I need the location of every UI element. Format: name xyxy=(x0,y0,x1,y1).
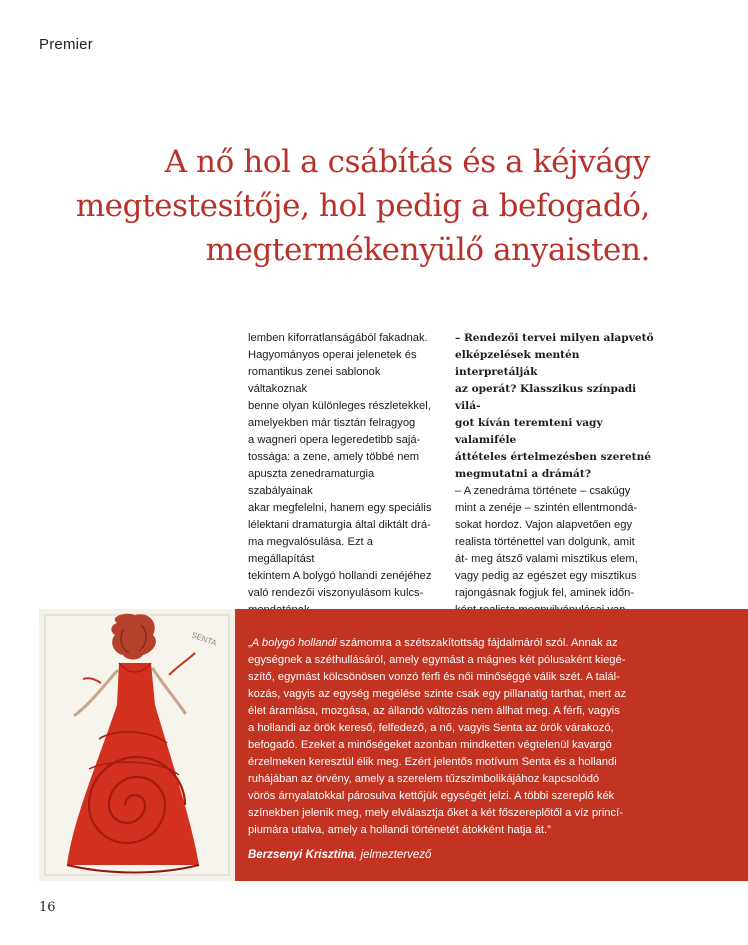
quote-line: kozás, vagyis az egység megélése szinte csak egy pillanatig tarthat, mert az xyxy=(248,688,627,700)
interview-question-line: áttételes értelmezésben szeretné xyxy=(455,451,652,463)
open-quote-mark: „ xyxy=(248,637,252,649)
quote-first-line: számomra a szétszakítottság fájdalmáról szól. Annak az xyxy=(336,637,618,649)
interview-question-line: – Rendezői tervei milyen alapvető xyxy=(455,332,654,344)
text-line: lélektani dramaturgia által diktált drá- xyxy=(248,519,431,531)
quote-line: szítő, egymást kölcsönösen vonzó férfi és női minőséggé válik szét. A talál- xyxy=(248,671,620,683)
pull-quote-line: megtermékenyülő anyaisten. xyxy=(205,232,650,268)
red-dress-icon xyxy=(39,609,235,881)
pull-quote-line: A nő hol a csábítás és a kéjvágy xyxy=(164,144,650,180)
answer-line: rajongásnak fogjuk fel, aminek időn- xyxy=(455,587,635,599)
text-line: romantikus zenei sablonok váltakoznak xyxy=(248,366,381,395)
quote-line: befogadó. Ezeket a minőségeket azonban mindketten végtelenül kavargó xyxy=(248,739,612,751)
answer-line: – A zenedráma története – csakúgy xyxy=(455,485,631,497)
interview-question-line: az operát? Klasszikus színpadi vilá- xyxy=(455,383,637,412)
quote-text xyxy=(248,635,668,839)
text-line: benne olyan különleges részletekkel, xyxy=(248,400,431,412)
quote-line: egységnek a széthullásáról, amely egymást a mágnes két pólusaként kiegé- xyxy=(248,654,626,666)
text-line: ma megvalósulása. Ezt a megállapítást xyxy=(248,536,373,565)
answer-line: mint a zenéje – szintén ellentmondá- xyxy=(455,502,638,514)
costume-sketch-illustration xyxy=(39,609,235,881)
opera-title: A bolygó hollandi xyxy=(251,637,337,649)
quote-line: érzelmeken keresztül élik meg. Ezért jelentős motívum Senta és a hollandi xyxy=(248,756,617,768)
answer-line: sokat hordoz. Vajon alapvetően egy xyxy=(455,519,633,531)
answer-line: vagy pedig az egészet egy misztikus xyxy=(455,570,637,582)
signature-role: jelmeztervező xyxy=(360,849,432,861)
quote-signature xyxy=(248,849,431,861)
quote-line xyxy=(248,635,668,652)
text-line: apuszta zenedramaturgia szabályainak xyxy=(248,468,375,497)
page-number: 16 xyxy=(39,900,56,915)
section-label: Premier xyxy=(39,36,93,53)
quote-line: vörös árnyalatokkal párosulva kettőjük egységét jelzi. A többi szereplő kék xyxy=(248,790,615,802)
signature-name: Berzsenyi Krisztina xyxy=(248,849,355,861)
quote-line: élet áramlása, mozgása, az állandó változás nem állhat meg. A férfi, vagyis xyxy=(248,705,620,717)
text-line: tossága: a zene, amely többé nem xyxy=(248,451,420,463)
text-line: Hagyományos operai jelenetek és xyxy=(248,349,417,361)
text-line: tekintem A bolygó hollandi zenéjéhez xyxy=(248,570,432,582)
pull-quote xyxy=(40,140,650,272)
illustration-label: SENTA xyxy=(190,630,218,648)
answer-line: át- meg átsző valami misztikus elem, xyxy=(455,553,638,565)
pull-quote-line: megtestesítője, hol pedig a befogadó, xyxy=(75,188,650,224)
text-line: való rendezői viszonyulásom kulcs- xyxy=(248,587,424,599)
signature-separator: , xyxy=(354,849,361,861)
interview-question-line: megmutatni a drámát? xyxy=(455,468,591,480)
article-column-left xyxy=(248,330,438,619)
interview-question-line: got kíván teremteni vagy valamiféle xyxy=(455,417,603,446)
text-line: lemben kiforratlanságából fakadnak. xyxy=(248,332,428,344)
quote-line: színekben jelenik meg, mely elválasztja őket a két főszereplőtől a víz princí- xyxy=(248,807,623,819)
quote-line: a hollandi az örök kereső, felfedező, a nő, vagyis Senta az örök várakozó, xyxy=(248,722,614,734)
text-line: amelyekben már tisztán felragyog xyxy=(248,417,416,429)
quote-line: ruhájában az örvény, amely a szerelem tűzszimbolikájához kapcsolódó xyxy=(248,773,600,785)
article-column-right xyxy=(455,330,655,619)
text-line: akar megfelelni, hanem egy speciális xyxy=(248,502,432,514)
interview-question-line: elképzelések mentén interpretálják xyxy=(455,349,580,378)
quote-line: piumára utalva, amely a hollandi történetét átokként hatja át.” xyxy=(248,824,551,836)
quote-box xyxy=(39,609,748,881)
answer-line: realista történettel van dolgunk, amit xyxy=(455,536,635,548)
text-line: a wagneri opera legeredetibb sajá- xyxy=(248,434,421,446)
